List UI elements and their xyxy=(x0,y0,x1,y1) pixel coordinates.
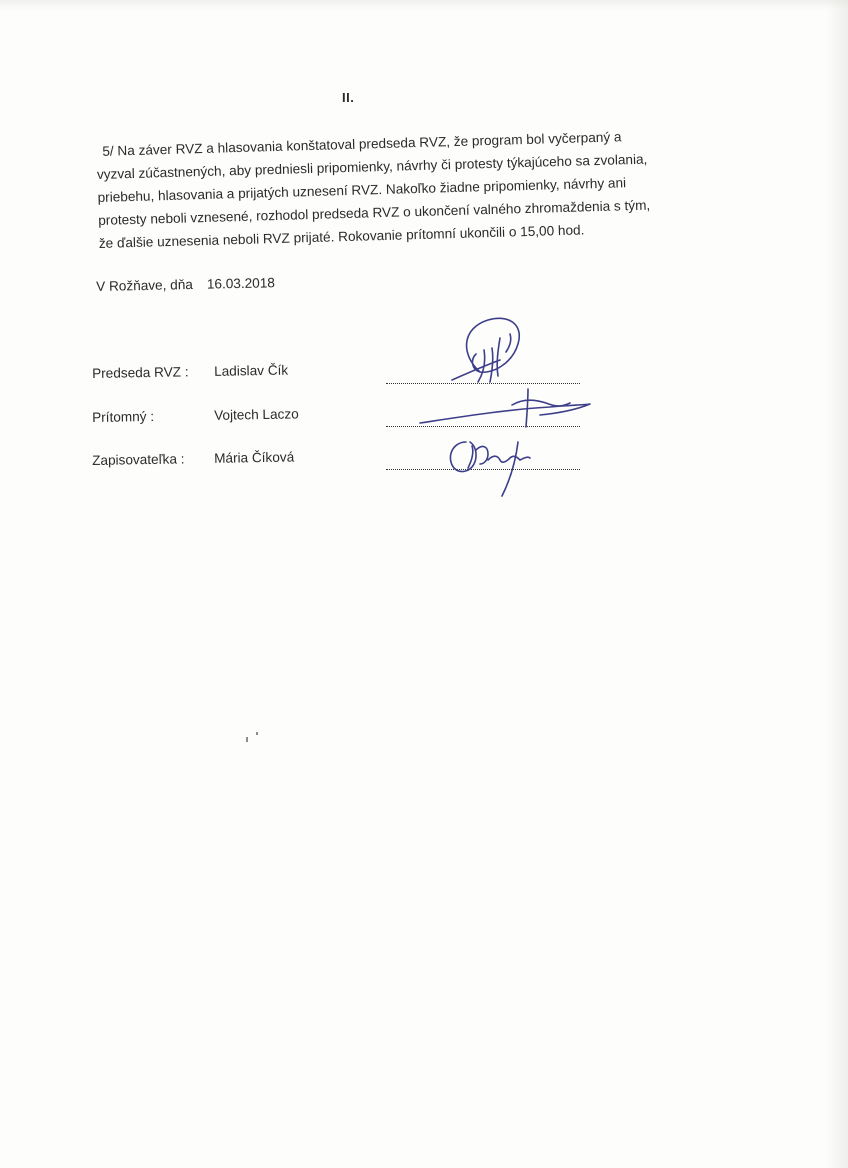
scan-shadow-edge xyxy=(826,0,848,1168)
signatory-row-recorder xyxy=(92,449,294,468)
signatory-name: Ladislav Čík xyxy=(213,362,289,379)
scan-speck xyxy=(246,737,248,742)
body-line: 5/ Na záver RVZ a hlasovania konštatoval predseda RVZ, že program bol vyčerpaný a xyxy=(102,129,622,159)
body-paragraph xyxy=(96,124,689,255)
body-line: vyzval zúčastnených, aby predniesli pripomienky, návrhy či protesty týkajúceho sa zvolania, xyxy=(96,151,648,182)
signatory-name: Mária Číková xyxy=(213,449,295,466)
signatory-row-present xyxy=(92,406,299,425)
body-line: protesty neboli vznesené, rozhodol predseda RVZ o ukončení valného zhromaždenia s tým, xyxy=(98,197,651,228)
signatory-role: Zapisovateľka : xyxy=(92,451,185,468)
signatory-role: Prítomný : xyxy=(92,408,155,425)
signatory-role: Predseda RVZ : xyxy=(92,364,189,381)
body-line: priebehu, hlasovania a prijatých uznesení RVZ. Nakoľko žiadne pripomienky, návrhy ani xyxy=(97,175,627,205)
place-date-line xyxy=(96,275,275,294)
signatory-row-chairman xyxy=(92,363,288,381)
date-value: 16.03.2018 xyxy=(206,275,276,292)
scan-shadow-top xyxy=(0,0,848,10)
body-line: že ďalšie uznesenia neboli RVZ prijaté. Rokovanie prítomní ukončili o 15,00 hod. xyxy=(98,222,585,251)
section-number: II. xyxy=(342,90,355,105)
handwritten-signature-present xyxy=(400,385,600,435)
scan-speck xyxy=(256,732,258,735)
place-label: V Rožňave, dňa xyxy=(96,276,194,294)
signatory-name: Vojtech Laczo xyxy=(213,406,299,423)
handwritten-signature-recorder xyxy=(440,430,550,500)
